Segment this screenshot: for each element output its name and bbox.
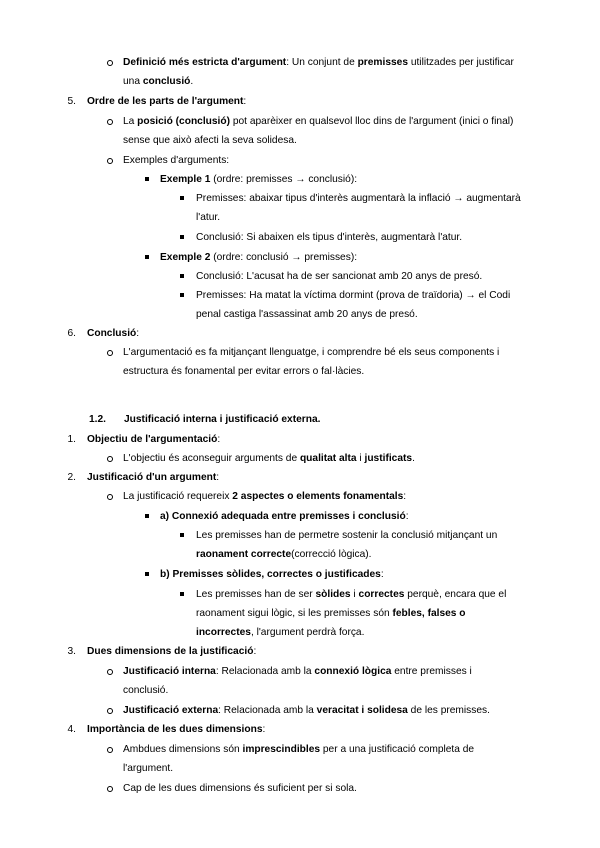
list-number: 1. — [67, 434, 76, 445]
objective-line: L'objectiu és aconseguir arguments de qualitat alta i justificats. — [123, 453, 415, 464]
item-heading: Ordre de les parts de l'argument: — [87, 96, 247, 107]
aspect-b-text-cont: raonament sigui lògic, si les premisses són febles, falses o — [196, 608, 466, 619]
position-line: La posició (conclusió) pot aparèixer en qualsevol lloc dins de l'argument (inici o final) — [123, 116, 514, 127]
definition-term: Definició més estricta d'argument — [123, 57, 287, 68]
item-heading: Objectiu de l'argumentació: — [87, 434, 221, 445]
example-1-conclusio: Conclusió: Si abaixen els tipus d'interès, augmentarà l'atur. — [196, 232, 463, 243]
requirement-line: La justificació requereix 2 aspectes o elements fonamentals: — [123, 491, 407, 502]
circle-bullet-icon — [107, 456, 113, 462]
section-title: Justificació interna i justificació externa. — [124, 414, 321, 425]
circle-bullet-icon — [107, 494, 113, 500]
item-heading: Conclusió: — [87, 328, 140, 339]
square-bullet-icon — [145, 255, 149, 259]
circle-bullet-icon — [107, 747, 113, 753]
square-bullet-icon — [180, 533, 184, 537]
square-bullet-icon — [180, 235, 184, 239]
circle-bullet-icon — [107, 158, 113, 164]
internal-justification-cont: conclusió. — [123, 685, 169, 696]
example-1-heading: Exemple 1 (ordre: premisses → conclusió): — [160, 174, 358, 185]
aspect-a-text: Les premisses han de permetre sostenir la conclusió mitjançant un — [196, 530, 498, 541]
examples-heading: Exemples d'arguments: — [123, 155, 230, 166]
square-bullet-icon — [180, 274, 184, 278]
list-number: 5. — [67, 96, 76, 107]
example-2-conclusio: Conclusió: L'acusat ha de ser sancionat amb 20 anys de presó. — [196, 271, 483, 282]
circle-bullet-icon — [107, 119, 113, 125]
circle-bullet-icon — [107, 708, 113, 714]
circle-bullet-icon — [107, 669, 113, 675]
definition-line: Definició més estricta d'argument: Un conjunt de premisses utilitzades per justificar — [123, 57, 514, 68]
square-bullet-icon — [145, 572, 149, 576]
circle-bullet-icon — [107, 350, 113, 356]
list-number: 2. — [67, 472, 76, 483]
section-number: 1.2. — [89, 414, 106, 425]
aspect-b-heading: b) Premisses sòlides, correctes o justificades: — [160, 569, 384, 580]
square-bullet-icon — [145, 514, 149, 518]
item-heading: Importància de les dues dimensions: — [87, 724, 266, 735]
item-heading: Dues dimensions de la justificació: — [87, 646, 257, 657]
aspect-a-heading: a) Connexió adequada entre premisses i conclusió: — [160, 511, 409, 522]
square-bullet-icon — [180, 293, 184, 297]
list-number: 6. — [67, 328, 76, 339]
conclusion-line: L'argumentació es fa mitjançant llenguatge, i comprendre bé els seus components i — [123, 347, 500, 358]
item-heading: Justificació d'un argument: — [87, 472, 220, 483]
list-number: 3. — [67, 646, 76, 657]
list-number: 4. — [67, 724, 76, 735]
internal-justification: Justificació interna: Relacionada amb la connexió lògica entre premisses i — [123, 666, 472, 677]
aspect-a-text-cont: raonament correcte(correcció lògica). — [196, 549, 372, 560]
square-bullet-icon — [180, 196, 184, 200]
external-justification: Justificació externa: Relacionada amb la veracitat i solidesa de les premisses. — [123, 705, 490, 716]
aspect-b-text: Les premisses han de ser sòlides i correctes perquè, encara que el — [196, 589, 507, 600]
circle-bullet-icon — [107, 60, 113, 66]
importance-line: Ambdues dimensions són imprescindibles per a una justificació completa de — [123, 744, 475, 755]
square-bullet-icon — [145, 177, 149, 181]
sufficiency-line: Cap de les dues dimensions és suficient per si sola. — [123, 783, 357, 794]
aspect-b-text-cont2: incorrectes, l'argument perdrà força. — [196, 627, 365, 638]
importance-line-cont: l'argument. — [123, 763, 174, 774]
example-2-heading: Exemple 2 (ordre: conclusió → premisses): — [160, 252, 358, 263]
example-2-premisses: Premisses: Ha matat la víctima dormint (prova de traïdoria) → el Codi — [196, 290, 511, 301]
position-line-cont: sense que això afecti la seva solidesa. — [123, 135, 297, 146]
circle-bullet-icon — [107, 786, 113, 792]
example-2-premisses-cont: penal castiga l'assassinat amb 20 anys de presó. — [196, 309, 418, 320]
definition-line-cont: una conclusió. — [123, 76, 194, 87]
conclusion-line-cont: estructura és fonamental per evitar errors o fal·làcies. — [123, 366, 365, 377]
example-1-premisses-cont: l'atur. — [196, 212, 221, 223]
square-bullet-icon — [180, 592, 184, 596]
example-1-premisses: Premisses: abaixar tipus d'interès augmentarà la inflació → augmentarà — [196, 193, 521, 204]
